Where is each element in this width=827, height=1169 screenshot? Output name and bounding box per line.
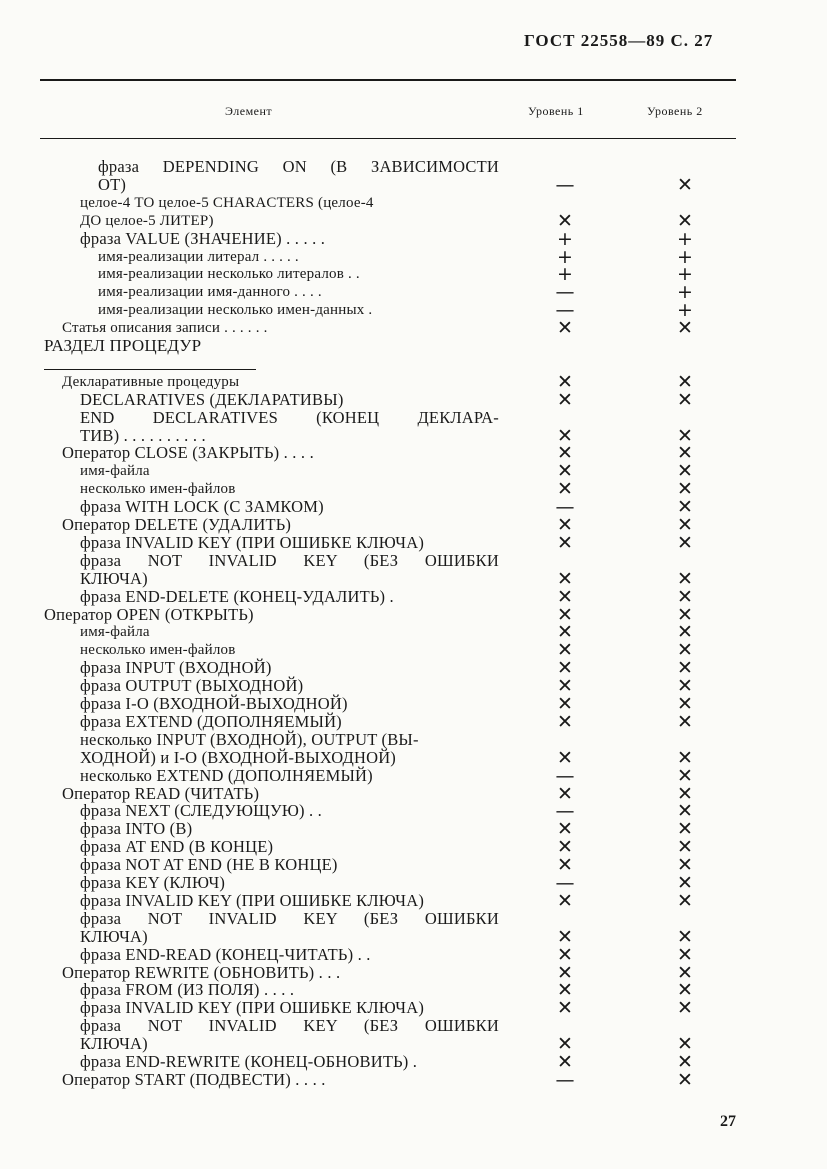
level-1-mark: ✕ <box>557 639 573 662</box>
element-name: END DECLARATIVES (КОНЕЦ ДЕКЛАРА- <box>80 407 499 427</box>
table-row <box>0 496 827 519</box>
level-2-mark: ✕ <box>677 1051 693 1073</box>
level-2-mark: ✕ <box>677 388 693 411</box>
table-row <box>0 800 827 823</box>
element-name: КЛЮЧА) <box>80 926 148 946</box>
table-row <box>0 764 827 787</box>
table-row <box>0 621 827 644</box>
level-2-mark: ✕ <box>677 818 693 841</box>
level-1-mark: ✕ <box>557 889 573 912</box>
level-1-mark <box>555 337 575 355</box>
element-name: несколько имен-файлов <box>80 481 236 498</box>
level-2-mark: ✕ <box>677 961 693 984</box>
level-2-mark: ✕ <box>677 173 693 196</box>
element-name: фраза NOT AT END (НЕ В КОНЦЕ) <box>80 855 338 875</box>
element-name: фраза INVALID KEY (ПРИ ОШИБКЕ КЛЮЧА) <box>80 890 425 910</box>
level-1-mark: ✕ <box>557 460 573 483</box>
element-name: Декларативные процедуры <box>62 373 240 390</box>
table-row <box>0 854 827 877</box>
level-2-mark: + <box>677 245 693 268</box>
level-1-mark: ✕ <box>557 782 573 805</box>
table-row <box>0 782 827 805</box>
table-row <box>0 442 827 465</box>
table-header-rule <box>40 138 736 139</box>
level-1-mark: ✕ <box>557 317 573 340</box>
table-row <box>0 424 827 447</box>
level-2-mark: ✕ <box>677 943 693 966</box>
level-1-mark: — <box>555 800 575 823</box>
table-row <box>0 889 827 912</box>
level-2-mark: + <box>677 281 693 304</box>
level-1-mark: ✕ <box>557 675 573 698</box>
table-row <box>0 567 827 590</box>
page-number: 27 <box>720 1113 736 1130</box>
level-2-mark: ✕ <box>677 925 693 948</box>
element-name: ХОДНОЙ) и I-O (ВХОДНОЙ-ВЫХОДНОЙ) <box>80 747 397 767</box>
table-row <box>0 158 827 176</box>
table-row <box>0 355 827 373</box>
level-1-mark: — <box>555 299 575 322</box>
element-name: фраза INTO (В) <box>80 819 193 839</box>
level-1-mark: ✕ <box>557 603 573 626</box>
level-1-mark: ✕ <box>557 209 573 232</box>
section-title-underline <box>44 369 256 370</box>
level-1-mark: ✕ <box>557 836 573 859</box>
element-name: фраза NEXT (СЛЕДУЮЩУЮ) . . <box>80 801 322 821</box>
element-name: имя-файла <box>80 463 150 480</box>
element-name: Оператор OPEN (ОТКРЫТЬ) <box>44 604 254 624</box>
table-row <box>0 245 827 268</box>
element-name: ТИВ) . . . . . . . . . . <box>80 425 206 445</box>
element-name: Оператор DELETE (УДАЛИТЬ) <box>62 515 292 534</box>
level-2-mark: ✕ <box>677 531 693 554</box>
page-header-standard: ГОСТ 22558—89 С. 27 <box>524 31 714 50</box>
level-1-mark: ✕ <box>557 424 573 447</box>
element-name: Оператор REWRITE (ОБНОВИТЬ) . . . <box>62 962 341 982</box>
level-2-mark: ✕ <box>677 603 693 626</box>
table-row <box>0 409 827 427</box>
table-row <box>0 552 827 570</box>
level-1-mark: ✕ <box>557 531 573 554</box>
level-1-mark: ✕ <box>557 693 573 715</box>
table-row <box>0 603 827 626</box>
table-row <box>0 657 827 680</box>
element-name: фраза NOT INVALID KEY (БЕЗ ОШИБКИ <box>80 550 499 570</box>
level-2-mark: ✕ <box>677 478 693 501</box>
level-2-mark: ✕ <box>677 317 693 340</box>
level-2-mark: ✕ <box>677 496 693 519</box>
level-1-mark: + <box>557 227 573 250</box>
level-2-mark: + <box>677 263 693 286</box>
level-2-mark: ✕ <box>677 764 693 787</box>
element-name: имя-реализации несколько имен-данных . <box>98 302 373 319</box>
level-1-mark: + <box>557 263 573 286</box>
element-name: Оператор CLOSE (ЗАКРЫТЬ) . . . . <box>62 443 314 463</box>
element-name: КЛЮЧА) <box>80 568 148 588</box>
level-1-mark: ✕ <box>557 478 573 501</box>
level-1-mark: ✕ <box>557 818 573 841</box>
table-row <box>0 746 827 769</box>
level-2-mark: ✕ <box>677 979 693 1002</box>
level-2-mark: ✕ <box>677 800 693 823</box>
level-2-mark: ✕ <box>677 710 693 733</box>
level-1-mark: ✕ <box>557 621 573 644</box>
level-1-mark: — <box>555 173 575 196</box>
level-2-mark: ✕ <box>677 997 693 1020</box>
element-name: целое-4 ТО целое-5 CHARACTERS (целое-4 <box>80 194 374 211</box>
element-name: несколько INPUT (ВХОДНОЙ), OUTPUT (ВЫ- <box>80 729 419 749</box>
level-1-mark: ✕ <box>557 943 573 966</box>
table-row <box>0 337 827 355</box>
table-row <box>0 910 827 928</box>
table-row <box>0 263 827 286</box>
table-row <box>0 818 827 841</box>
element-name: Оператор READ (ЧИТАТЬ) <box>62 783 260 803</box>
table-row <box>0 1053 827 1071</box>
level-2-mark: ✕ <box>677 693 693 715</box>
table-row <box>0 836 827 859</box>
table-row <box>0 943 827 966</box>
element-name: Оператор START (ПОДВЕСТИ) . . . . <box>62 1069 326 1089</box>
table-row <box>0 388 827 411</box>
level-1-mark: ✕ <box>557 370 573 393</box>
table-row <box>0 478 827 501</box>
level-2-mark: ✕ <box>677 514 693 536</box>
table-row <box>0 961 827 984</box>
element-name: DECLARATIVES (ДЕКЛАРАТИВЫ) <box>80 389 344 409</box>
table-top-rule <box>40 79 736 81</box>
element-name: фраза FROM (ИЗ ПОЛЯ) . . . . <box>80 980 295 1000</box>
level-2-mark: ✕ <box>677 889 693 912</box>
element-name: Статья описания записи . . . . . . <box>62 320 268 337</box>
level-2-mark: ✕ <box>677 1068 693 1091</box>
level-1-mark: — <box>555 764 575 787</box>
level-2-mark <box>675 337 695 355</box>
level-1-mark: ✕ <box>557 997 573 1020</box>
level-2-mark: ✕ <box>677 1033 693 1056</box>
element-name: фраза KEY (КЛЮЧ) <box>80 873 226 892</box>
element-name: несколько EXTEND (ДОПОЛНЯЕМЫЙ) <box>80 765 373 785</box>
level-2-mark: ✕ <box>677 639 693 662</box>
table-row <box>0 639 827 662</box>
table-row <box>0 209 827 232</box>
level-2-mark: ✕ <box>677 782 693 805</box>
element-name: фраза INVALID KEY (ПРИ ОШИБКЕ КЛЮЧА) <box>80 998 425 1018</box>
level-1-mark: — <box>555 496 575 519</box>
level-1-mark: ✕ <box>557 585 573 608</box>
table-row <box>0 1033 827 1056</box>
level-1-mark: ✕ <box>557 514 573 536</box>
table-row <box>0 194 827 212</box>
level-2-mark: ✕ <box>677 746 693 769</box>
table-row <box>0 925 827 948</box>
element-name: фраза VALUE (ЗНАЧЕНИЕ) . . . . . <box>80 228 326 248</box>
level-1-mark: ✕ <box>557 657 573 680</box>
element-name: фраза NOT INVALID KEY (БЕЗ ОШИБКИ <box>80 908 499 928</box>
element-name: фраза INPUT (ВХОДНОЙ) <box>80 658 272 678</box>
level-2-mark: ✕ <box>677 442 693 465</box>
table-row <box>0 675 827 698</box>
level-2-mark: ✕ <box>677 854 693 877</box>
level-2-mark: ✕ <box>677 460 693 483</box>
level-1-mark: ✕ <box>557 1051 573 1073</box>
element-name: имя-реализации имя-данного . . . . <box>98 284 322 301</box>
level-2-mark: ✕ <box>677 836 693 859</box>
element-name: фраза AT END (В КОНЦЕ) <box>80 837 274 857</box>
element-name: ОТ) <box>98 174 127 194</box>
level-2-mark: + <box>677 227 693 250</box>
level-1-mark: ✕ <box>557 567 573 590</box>
element-name: имя-реализации несколько литералов . . <box>98 266 360 283</box>
table-row <box>0 173 827 196</box>
table-row <box>0 317 827 340</box>
element-name: фраза NOT INVALID KEY (БЕЗ ОШИБКИ <box>80 1016 499 1036</box>
level-1-mark: — <box>555 1068 575 1091</box>
level-2-mark: ✕ <box>677 370 693 393</box>
element-name: КЛЮЧА) <box>80 1034 148 1054</box>
level-2-mark: ✕ <box>677 675 693 698</box>
element-name: фраза END-REWRITE (КОНЕЦ-ОБНОВИТЬ) . <box>80 1052 418 1071</box>
element-name: ДО целое-5 ЛИТЕР) <box>80 212 214 229</box>
level-1-mark: ✕ <box>557 925 573 948</box>
level-2-mark: + <box>677 299 693 322</box>
level-1-mark <box>555 409 575 427</box>
level-2-mark: ✕ <box>677 657 693 680</box>
table-row <box>0 281 827 304</box>
level-1-mark: ✕ <box>557 1033 573 1056</box>
table-row <box>0 1068 827 1091</box>
table-row <box>0 585 827 608</box>
column-header-level-2: Уровень 2 <box>647 104 703 118</box>
level-1-mark: ✕ <box>557 442 573 465</box>
level-1-mark: ✕ <box>557 710 573 733</box>
element-name: фраза WITH LOCK (С ЗАМКОМ) <box>80 497 324 517</box>
table-row <box>0 874 827 892</box>
table-row <box>0 979 827 1002</box>
element-name: имя-файла <box>80 624 150 641</box>
table-row <box>0 460 827 483</box>
element-name: фраза EXTEND (ДОПОЛНЯЕМЫЙ) <box>80 711 342 731</box>
table-row <box>0 227 827 250</box>
level-1-mark: ✕ <box>557 979 573 1002</box>
level-1-mark: — <box>555 872 575 894</box>
table-row <box>0 1017 827 1035</box>
level-2-mark <box>675 409 695 427</box>
level-2-mark: ✕ <box>677 872 693 894</box>
element-name: фраза END-READ (КОНЕЦ-ЧИТАТЬ) . . <box>80 944 371 964</box>
level-1-mark: — <box>555 281 575 304</box>
table-row <box>0 299 827 322</box>
table-row <box>0 516 827 534</box>
element-name: фраза OUTPUT (ВЫХОДНОЙ) <box>80 676 304 696</box>
level-1-mark: ✕ <box>557 854 573 877</box>
table-row <box>0 997 827 1020</box>
column-header-element: Элемент <box>225 104 273 118</box>
level-2-mark: ✕ <box>677 621 693 644</box>
element-name: фраза DEPENDING ON (В ЗАВИСИМОСТИ <box>98 157 499 176</box>
table-row <box>0 531 827 554</box>
level-1-mark: ✕ <box>557 746 573 769</box>
element-name: фраза INVALID KEY (ПРИ ОШИБКЕ КЛЮЧА) <box>80 532 425 552</box>
element-name: фраза I-O (ВХОДНОЙ-ВЫХОДНОЙ) <box>80 694 348 713</box>
table-row <box>0 731 827 749</box>
level-1-mark: ✕ <box>557 388 573 411</box>
level-1-mark: ✕ <box>557 961 573 984</box>
level-1-mark: + <box>557 245 573 268</box>
level-2-mark: ✕ <box>677 585 693 608</box>
element-name: фраза END-DELETE (КОНЕЦ-УДАЛИТЬ) . <box>80 586 394 606</box>
element-name: имя-реализации литерал . . . . . <box>98 248 299 265</box>
level-2-mark: ✕ <box>677 567 693 590</box>
section-title: РАЗДЕЛ ПРОЦЕДУР <box>44 336 202 355</box>
level-2-mark: ✕ <box>677 424 693 447</box>
table-row <box>0 370 827 393</box>
level-2-mark: ✕ <box>677 209 693 232</box>
element-name: несколько имен-файлов <box>80 642 236 659</box>
column-header-level-1: Уровень 1 <box>528 104 584 118</box>
table-row <box>0 695 827 713</box>
table-row <box>0 710 827 733</box>
